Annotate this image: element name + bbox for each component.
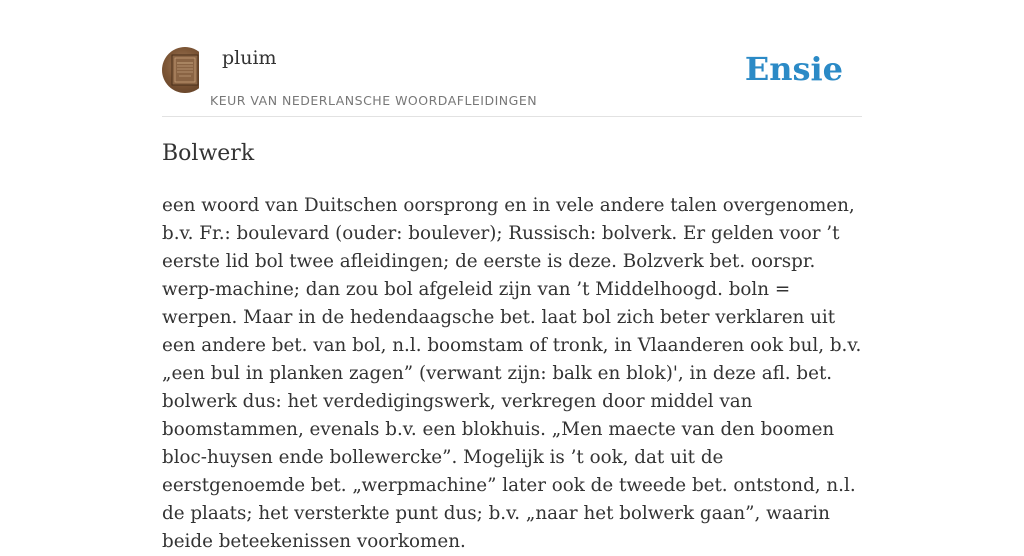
ensie-logo[interactable]: Ensie [744, 50, 843, 88]
user-name[interactable]: pluim [222, 47, 277, 69]
header [162, 0, 862, 117]
entry-body: een woord van Duitschen oorsprong en in vele andere talen overgenomen, b.v. Fr.: boulevard (ouder: boulever); Russisch: bolverk. Er gelden voor ’t eerste lid bol twee afleidingen; de eerste is deze. Bolzverk bet. oorspr. werp-machine; dan zou bol afgeleid zijn van ’t Middelhoogd. boln = werpen. Maar in de hedendaagsche bet. laat bol zich beter verklaren uit een andere bet. van bol, n.l. boomstam of tronk, in Vlaanderen ook bul, b.v. „een bul in planken zagen” (verwant zijn: balk en blok)', in deze afl. bet. bolwerk dus: het verdedigingswerk, verkregen door middel van boomstammen, evenals b.v. een blokhuis. „Men maecte van den boomen bloc-huysen ende bollewercke”. Mogelijk is ’t ook, dat uit de eerstgenoemde bet. „werpmachine” later ook de tweede bet. ontstond, n.l. de plaats; het versterkte punt dus; b.v. „naar het bolwerk gaan”, waarin beide beteekenissen voorkomen. [162, 195, 862, 552]
book-cover-icon [162, 47, 208, 93]
source-link[interactable]: KEUR VAN NEDERLANSCHE WOORDAFLEIDINGEN [210, 93, 538, 108]
avatar[interactable] [162, 47, 208, 93]
entry-title: Bolwerk [162, 141, 255, 166]
